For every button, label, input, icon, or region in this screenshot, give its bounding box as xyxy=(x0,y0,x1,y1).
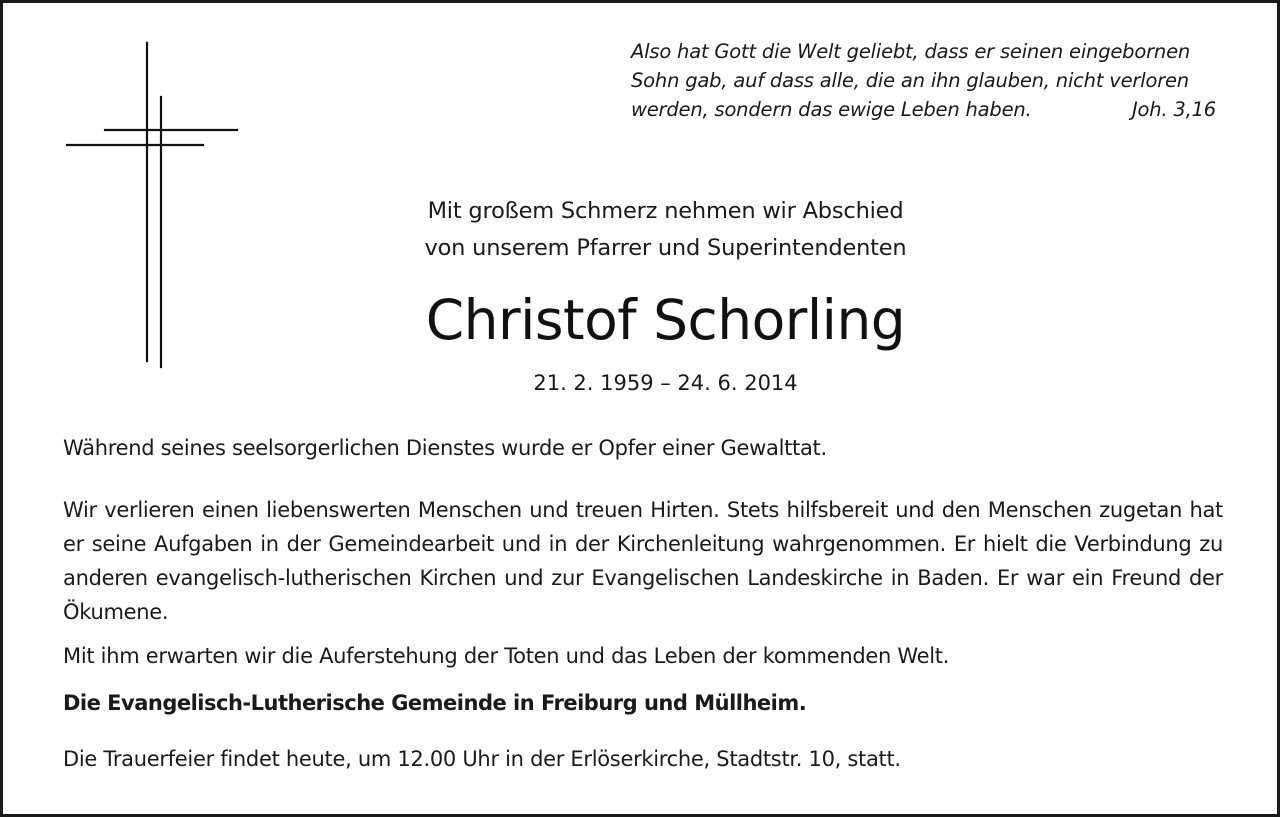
life-dates: 21. 2. 1959 – 24. 6. 2014 xyxy=(533,371,798,395)
verse-reference: Joh. 3,16 xyxy=(1131,98,1216,121)
verse-line: Sohn gab, auf dass alle, die an ihn glauben, nicht verloren xyxy=(631,69,1189,92)
paragraph-tribute: Wir verlieren einen liebenswerten Menschen und treuen Hirten. Stets hilfsbereit und den Menschen zugetan hat er seine Aufgaben in der Gemeindearbeit und in der Kirchenleitung wahrgenommen. Er hielt die Verbindung zu anderen evangelisch-lutherischen Kirchen und zur Evangelischen Landeskirche in Baden. Er war ein Freund der Ökumene. xyxy=(63,498,1223,624)
verse-line: Also hat Gott die Welt geliebt, dass er seinen eingebornen xyxy=(631,40,1191,63)
verse-line: werden, sondern das ewige Leben haben. xyxy=(631,98,1032,121)
funeral-announcement: Die Trauerfeier findet heute, um 12.00 Uhr in der Erlöserkirche, Stadtstr. 10, statt. xyxy=(63,747,901,771)
deceased-name: Christof Schorling xyxy=(425,288,906,352)
paragraph-circumstance: Während seines seelsorgerlichen Dienstes wurde er Opfer einer Gewalttat. xyxy=(63,436,827,460)
signatory-congregation: Die Evangelisch-Lutherische Gemeinde in Freiburg und Müllheim. xyxy=(63,691,807,715)
bible-verse xyxy=(631,37,1216,124)
paragraph-hope: Mit ihm erwarten wir die Auferstehung der Toten und das Leben der kommenden Welt. xyxy=(63,644,950,668)
intro-line: Mit großem Schmerz nehmen wir Abschied xyxy=(427,198,904,224)
cross-icon xyxy=(65,39,241,371)
farewell-intro xyxy=(303,193,1028,267)
intro-line: von unserem Pfarrer und Superintendenten xyxy=(424,235,907,261)
verse-line-with-reference xyxy=(631,95,1216,124)
